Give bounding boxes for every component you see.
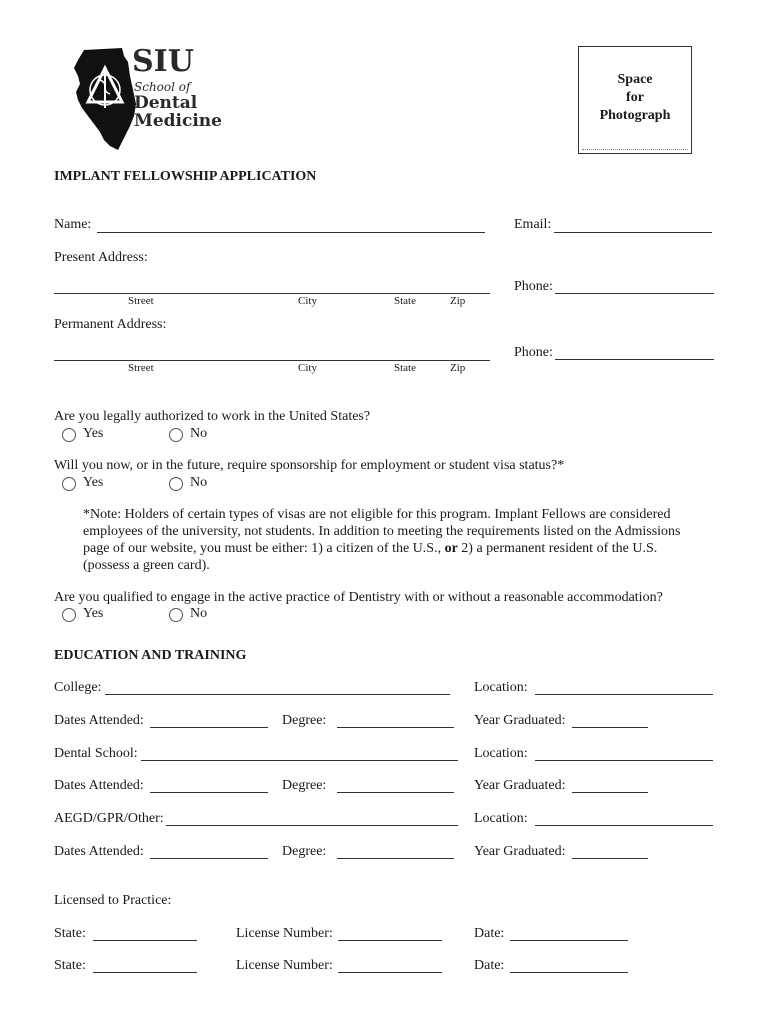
aegd-degree-label: Degree: (282, 844, 327, 859)
logo-dental: Dental (134, 93, 198, 113)
college-year-label: Year Graduated: (474, 713, 566, 728)
dental-year-label: Year Graduated: (474, 778, 566, 793)
q1-yes-radio[interactable] (62, 428, 76, 442)
college-degree-label: Degree: (282, 713, 327, 728)
q1-yes-label: Yes (83, 426, 104, 441)
present-state-caption: State (394, 295, 416, 307)
aegd-label: AEGD/GPR/Other: (54, 811, 164, 826)
present-city-caption: City (298, 295, 317, 307)
question-sponsorship: Will you now, or in the future, require sponsorship for employment or student visa status?* (54, 458, 565, 473)
permanent-state-caption: State (394, 362, 416, 374)
present-street-caption: Street (128, 295, 154, 307)
aegd-location-label: Location: (474, 811, 528, 826)
q3-yes-label: Yes (83, 606, 104, 621)
permanent-address-field[interactable] (54, 360, 490, 361)
dental-school-label: Dental School: (54, 746, 138, 761)
college-location-field[interactable] (535, 694, 713, 695)
photo-text-line1: Space (617, 72, 653, 87)
college-location-label: Location: (474, 680, 528, 695)
permanent-phone-field[interactable] (555, 359, 714, 360)
visa-note-or: or (444, 541, 458, 556)
permanent-city-caption: City (298, 362, 317, 374)
college-field[interactable] (105, 694, 450, 695)
aegd-dates-field[interactable] (150, 858, 268, 859)
license2-state-field[interactable] (93, 972, 197, 973)
license1-date-field[interactable] (510, 940, 628, 941)
siu-logo (70, 44, 222, 156)
dental-dates-field[interactable] (150, 792, 268, 793)
q1-no-label: No (190, 426, 208, 441)
dental-degree-label: Degree: (282, 778, 327, 793)
email-field[interactable] (554, 232, 712, 233)
dental-school-location-field[interactable] (535, 760, 713, 761)
license2-number-label: License Number: (236, 958, 333, 973)
college-label: College: (54, 680, 102, 695)
q2-no-label: No (190, 475, 208, 490)
permanent-phone-label: Phone: (514, 345, 553, 360)
license1-number-field[interactable] (338, 940, 442, 941)
present-phone-field[interactable] (555, 293, 714, 294)
permanent-zip-caption: Zip (450, 362, 466, 374)
license2-date-field[interactable] (510, 972, 628, 973)
present-address-label: Present Address: (54, 250, 148, 265)
college-dates-label: Dates Attended: (54, 713, 144, 728)
present-address-field[interactable] (54, 293, 490, 294)
visa-note (83, 506, 703, 574)
permanent-street-caption: Street (128, 362, 154, 374)
aegd-dates-label: Dates Attended: (54, 844, 144, 859)
aegd-year-label: Year Graduated: (474, 844, 566, 859)
illinois-state-silhouette-icon (70, 46, 140, 154)
photo-placeholder-box (578, 46, 692, 154)
q2-yes-label: Yes (83, 475, 104, 490)
license2-state-label: State: (54, 958, 86, 973)
aegd-degree-field[interactable] (337, 858, 454, 859)
photo-text-line2: for (626, 90, 644, 105)
license1-state-field[interactable] (93, 940, 197, 941)
dental-degree-field[interactable] (337, 792, 454, 793)
logo-school-of: School of (134, 80, 191, 94)
education-heading: EDUCATION AND TRAINING (54, 648, 247, 663)
question-work-authorization: Are you legally authorized to work in the United States? (54, 409, 371, 424)
dental-year-field[interactable] (572, 792, 648, 793)
q2-no-radio[interactable] (169, 477, 183, 491)
aegd-field[interactable] (166, 825, 458, 826)
logo-medicine: Medicine (134, 111, 222, 131)
logo-siu: SIU (132, 44, 194, 79)
license2-date-label: Date: (474, 958, 505, 973)
q3-yes-radio[interactable] (62, 608, 76, 622)
present-zip-caption: Zip (450, 295, 466, 307)
photo-text-line3: Photograph (599, 108, 671, 123)
license1-state-label: State: (54, 926, 86, 941)
college-year-field[interactable] (572, 727, 648, 728)
permanent-address-label: Permanent Address: (54, 317, 167, 332)
q1-no-radio[interactable] (169, 428, 183, 442)
email-label: Email: (514, 217, 552, 232)
aegd-year-field[interactable] (572, 858, 648, 859)
question-qualified-practice: Are you qualified to engage in the active practice of Dentistry with or without a reasonable accommodation? (54, 590, 663, 605)
form-title: IMPLANT FELLOWSHIP APPLICATION (54, 169, 317, 184)
license1-date-label: Date: (474, 926, 505, 941)
license2-number-field[interactable] (338, 972, 442, 973)
license1-number-label: License Number: (236, 926, 333, 941)
dental-school-field[interactable] (141, 760, 458, 761)
present-phone-label: Phone: (514, 279, 553, 294)
aegd-location-field[interactable] (535, 825, 713, 826)
college-dates-field[interactable] (150, 727, 268, 728)
name-label: Name: (54, 217, 92, 232)
q2-yes-radio[interactable] (62, 477, 76, 491)
college-degree-field[interactable] (337, 727, 454, 728)
dental-school-location-label: Location: (474, 746, 528, 761)
visa-note-part2: 2) a permanent resident of the U.S. (possess a green card). (83, 541, 658, 573)
dental-dates-label: Dates Attended: (54, 778, 144, 793)
licensed-to-practice-label: Licensed to Practice: (54, 893, 172, 908)
visa-note-part1: *Note: Holders of certain types of visas are not eligible for this program. Implant Fellows are considered employees of the university, not students. In addition to meeting the requirements listed on the Admissions page of our website, you must be either: 1) a citizen of the U.S., (83, 507, 681, 556)
q3-no-radio[interactable] (169, 608, 183, 622)
name-field[interactable] (97, 232, 485, 233)
q3-no-label: No (190, 606, 208, 621)
